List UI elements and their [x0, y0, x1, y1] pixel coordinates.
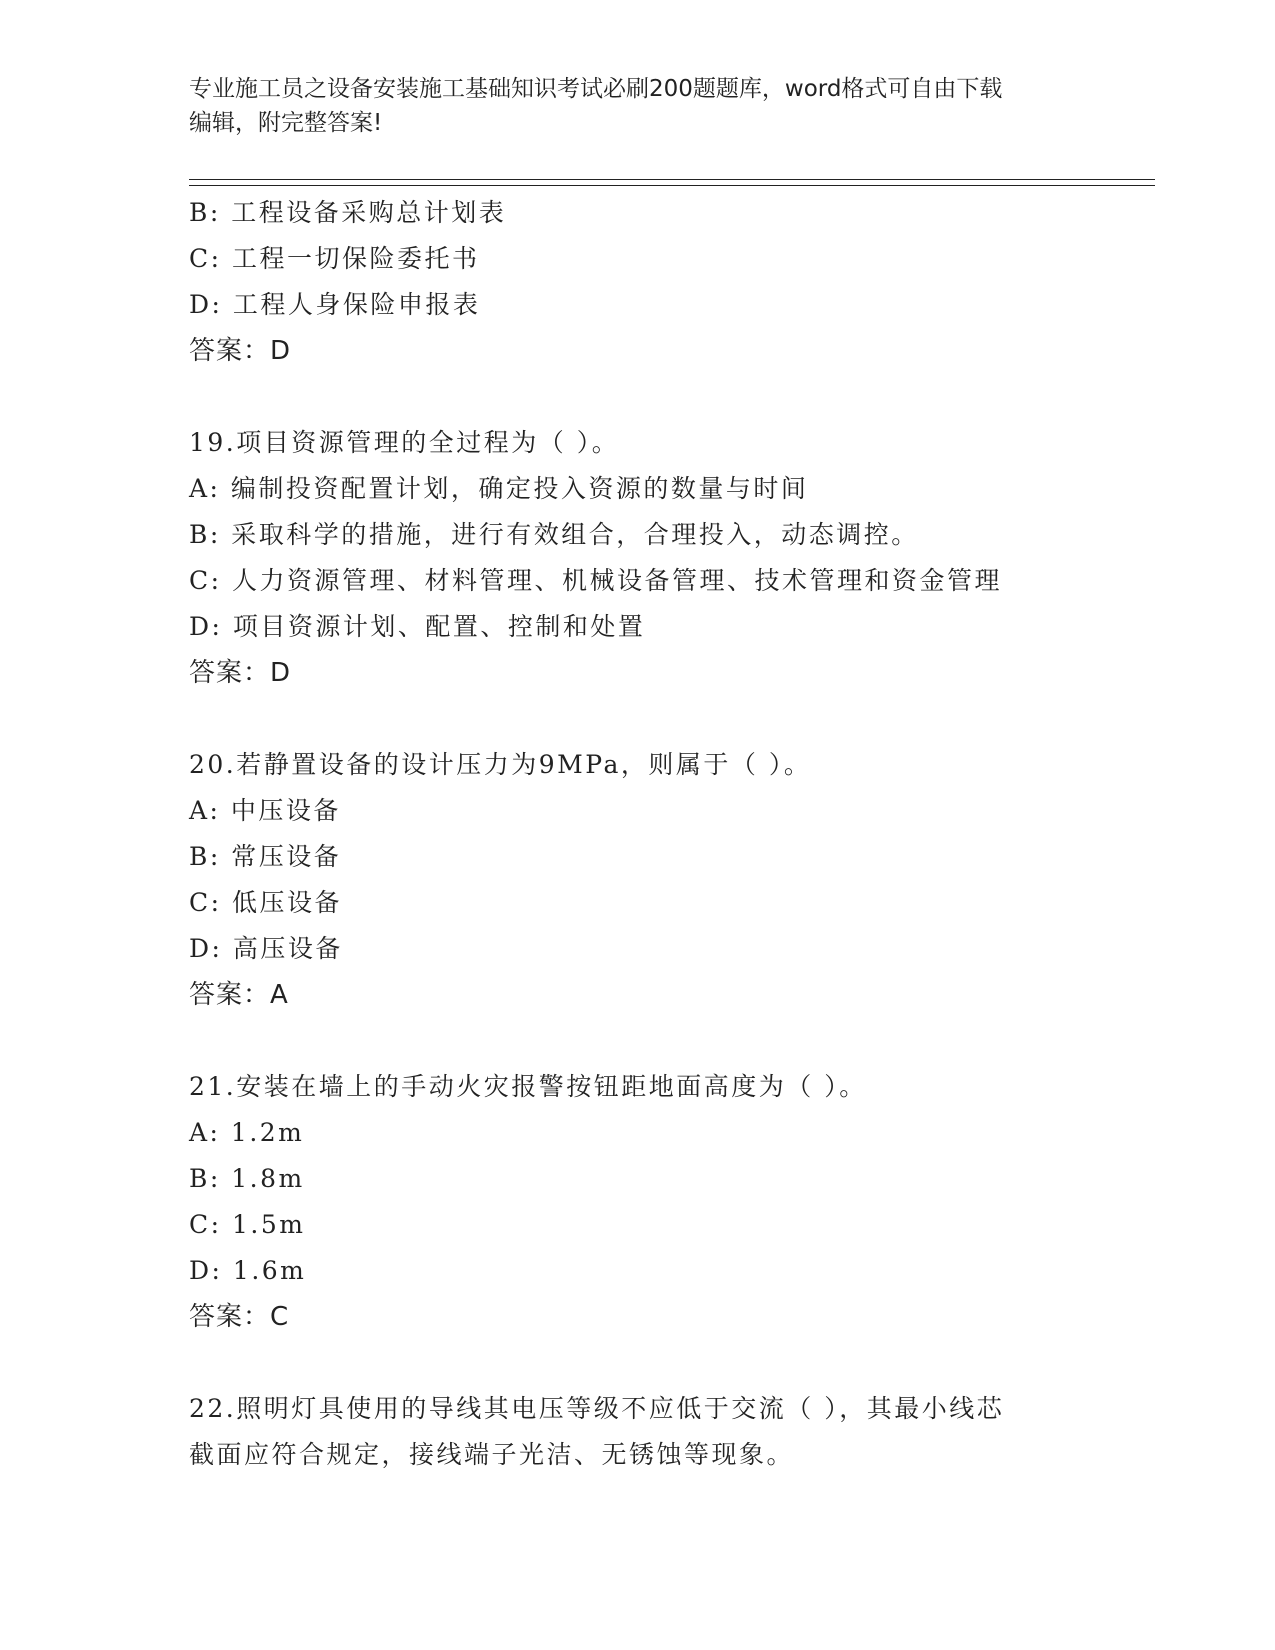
option-b: B: 采取科学的措施，进行有效组合，合理投入，动态调控。: [189, 520, 919, 549]
spacer: [189, 696, 1149, 742]
option-b: B: 工程设备采购总计划表: [189, 198, 507, 227]
option-c: C: 1.5m: [189, 1210, 306, 1239]
question-21: [189, 1064, 1149, 1340]
option-c: C: 低压设备: [189, 888, 342, 917]
option-d: D: 高压设备: [189, 934, 343, 963]
option-d: D: 项目资源计划、配置、控制和处置: [189, 612, 646, 641]
header-title-line-1: 专业施工员之设备安装施工基础知识考试必刷200题题库，word格式可自由下载: [189, 76, 1003, 102]
answer-line: 答案：D: [189, 336, 292, 366]
header-divider-bottom: [189, 185, 1155, 186]
spacer: [189, 1018, 1149, 1064]
spacer: [189, 1340, 1149, 1386]
question-text-line-1: 22.照明灯具使用的导线其电压等级不应低于交流（ ），其最小线芯: [189, 1394, 1005, 1423]
answer-line: 答案：C: [189, 1302, 290, 1332]
option-c: C: 工程一切保险委托书: [189, 244, 480, 273]
spacer: [189, 374, 1149, 420]
answer-line: 答案：A: [189, 980, 289, 1010]
option-c: C: 人力资源管理、材料管理、机械设备管理、技术管理和资金管理: [189, 566, 1003, 595]
option-b: B: 1.8m: [189, 1164, 305, 1193]
header-divider-top: [189, 179, 1155, 180]
question-18-tail: [189, 190, 1149, 374]
option-a: A: 1.2m: [189, 1118, 305, 1147]
question-19: [189, 420, 1149, 696]
question-text: 21.安装在墙上的手动火灾报警按钮距地面高度为（ ）。: [189, 1072, 867, 1101]
question-text-line-2: 截面应符合规定，接线端子光洁、无锈蚀等现象。: [189, 1440, 795, 1469]
option-a: A: 编制投资配置计划，确定投入资源的数量与时间: [189, 474, 809, 503]
option-d: D: 工程人身保险申报表: [189, 290, 481, 319]
answer-line: 答案：D: [189, 658, 292, 688]
question-text: 19.项目资源管理的全过程为（ ）。: [189, 428, 620, 457]
option-d: D: 1.6m: [189, 1256, 307, 1285]
document-header: [189, 72, 1069, 140]
question-list: [189, 190, 1149, 1478]
question-text: 20.若静置设备的设计压力为9MPa，则属于（ ）。: [189, 750, 812, 779]
question-20: [189, 742, 1149, 1018]
option-b: B: 常压设备: [189, 842, 342, 871]
question-22: [189, 1386, 1149, 1478]
header-title-line-2: 编辑，附完整答案!: [189, 110, 383, 136]
option-a: A: 中压设备: [189, 796, 341, 825]
